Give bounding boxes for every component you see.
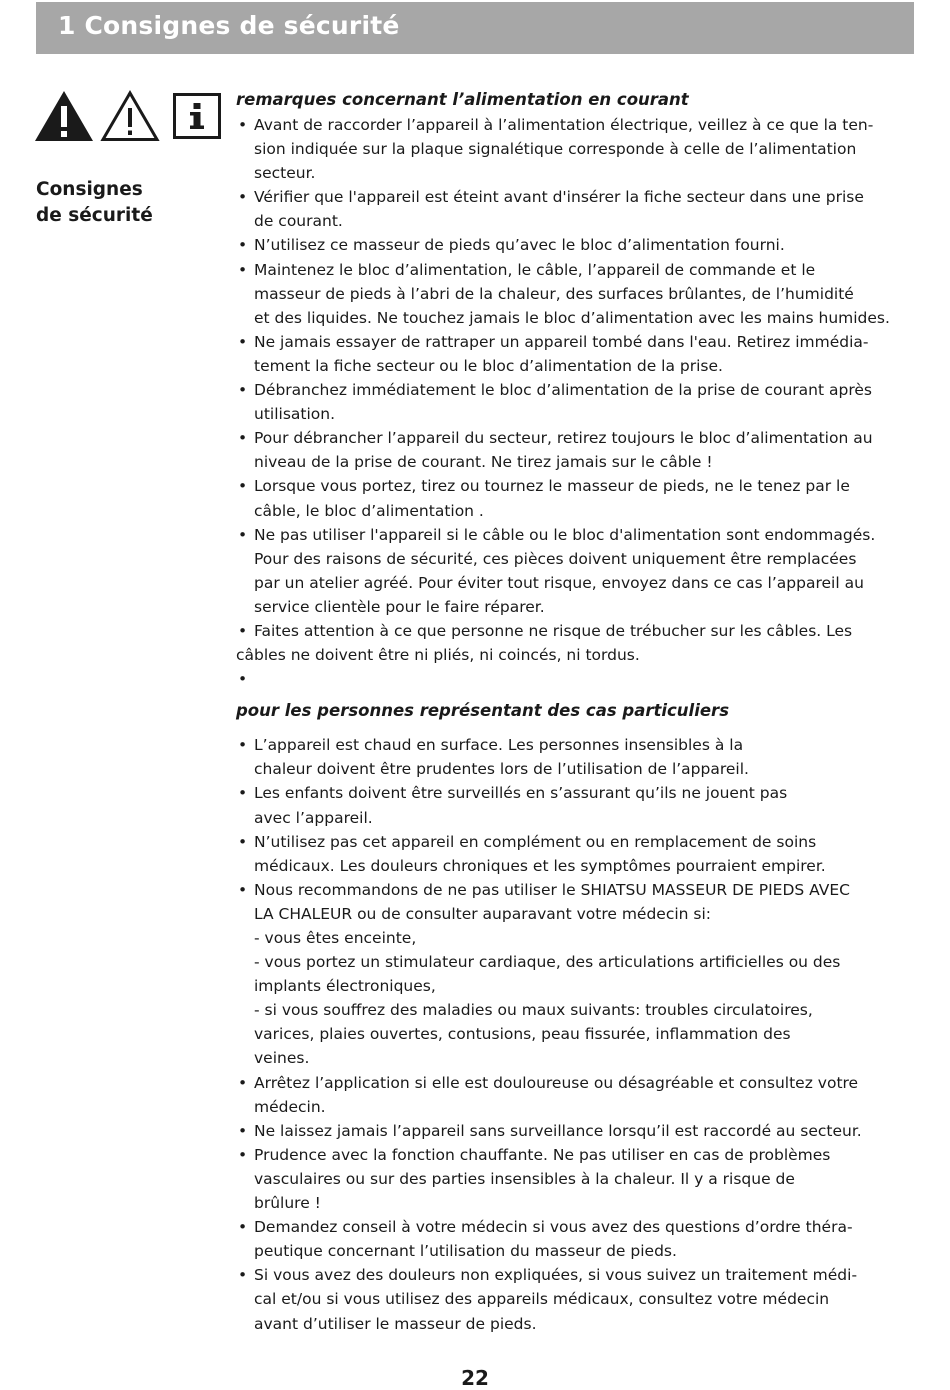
list-item-line: N’utilisez pas cet appareil en complément ou en remplacement de soins (254, 832, 817, 851)
section-title: 1 Consignes de sécurité (58, 11, 400, 40)
list-item (236, 185, 946, 233)
sidebar-label (36, 177, 153, 229)
bullet-marker: • (238, 832, 248, 851)
list-item-line: Demandez conseil à votre médecin si vous avez des questions d’ordre théra- (254, 1218, 853, 1237)
bullet-marker: • (238, 736, 248, 755)
list-item (236, 830, 946, 878)
list-item-line: Vérifier que l'appareil est éteint avant d'insérer la fiche secteur dans une prise (254, 188, 864, 207)
page-number: 22 (461, 1366, 489, 1390)
list-item-line: niveau de la prise de courant. Ne tirez jamais sur le câble ! (254, 453, 713, 472)
main-content (236, 86, 946, 1336)
list-item (236, 258, 946, 330)
bullet-marker: • (238, 621, 248, 640)
list-item-line: chaleur doivent être prudentes lors de l’utilisation de l’appareil. (254, 760, 749, 779)
list-item-line (254, 667, 946, 691)
bullet-marker: • (238, 332, 248, 351)
list-item-line: Débranchez immédiatement le bloc d’alimentation de la prise de courant après (254, 381, 872, 400)
bullet-marker: • (238, 429, 248, 448)
list-item-line: Nous recommandons de ne pas utiliser le SHIATSU MASSEUR DE PIEDS AVEC (254, 880, 851, 899)
bullet-marker: • (238, 1218, 248, 1237)
list-item-line: brûlure ! (254, 1194, 321, 1213)
list-item (236, 878, 946, 1071)
list-item (236, 233, 946, 257)
list-item (236, 426, 946, 474)
list-item-line: par un atelier agréé. Pour éviter tout risque, envoyez dans ce cas l’appareil au (254, 573, 864, 592)
list-item (236, 667, 946, 691)
list-item-line: Pour débrancher l’appareil du secteur, retirez toujours le bloc d’alimentation au (254, 429, 873, 448)
list-item (236, 523, 946, 619)
list-item-line: avec l’appareil. (254, 808, 373, 827)
list-item-line: Les enfants doivent être surveillés en s’assurant qu’ils ne jouent pas (254, 784, 788, 803)
list-item-line: - vous êtes enceinte, (254, 929, 417, 947)
list-item-line: varices, plaies ouvertes, contusions, peau fissurée, inflammation des (254, 1025, 791, 1044)
sidebar-label-line-2: de sécurité (36, 205, 153, 226)
list-item (236, 113, 946, 185)
power-safety-list (236, 113, 946, 691)
list-item-line: LA CHALEUR ou de consulter auparavant votre médecin si: (254, 904, 712, 923)
list-item-line: L’appareil est chaud en surface. Les personnes insensibles à la (254, 736, 744, 755)
list-item-line: implants électroniques, (254, 977, 436, 996)
bullet-marker: • (238, 1266, 248, 1285)
section-header-bar (36, 2, 914, 54)
list-item (236, 330, 946, 378)
list-item-line: Arrêtez l’application si elle est douloureuse ou désagréable et consultez votre (254, 1073, 859, 1092)
list-item-line: Lorsque vous portez, tirez ou tournez le masseur de pieds, ne le tenez par le (254, 477, 850, 496)
section-heading-special-cases: pour les personnes représentant des cas particuliers (236, 701, 730, 721)
list-item-line: sion indiquée sur la plaque signalétique corresponde à celle de l’alimentation (254, 140, 857, 159)
bullet-marker: • (238, 381, 248, 400)
list-item-line: Maintenez le bloc d’alimentation, le câble, l’appareil de commande et le (254, 260, 816, 279)
list-item-line: N’utilisez ce masseur de pieds qu’avec le bloc d’alimentation fourni. (254, 236, 785, 255)
information-icon (172, 90, 222, 142)
list-item-line: - si vous souffrez des maladies ou maux suivants: troubles circulatoires, (254, 1001, 813, 1020)
list-item-line: Pour des raisons de sécurité, ces pièces doivent uniquement être remplacées (254, 549, 857, 568)
list-item-line: Ne jamais essayer de rattraper un appareil tombé dans l'eau. Retirez immédia- (254, 332, 869, 351)
bullet-marker: • (238, 116, 248, 134)
bullet-marker: • (238, 260, 248, 279)
bullet-marker: • (238, 784, 248, 803)
list-item-line: vasculaires ou sur des parties insensibles à la chaleur. Il y a risque de (254, 1169, 795, 1188)
list-item (236, 781, 946, 829)
list-item-line: médicaux. Les douleurs chroniques et les symptômes pourraient empirer. (254, 856, 826, 875)
bullet-marker: • (238, 1145, 248, 1164)
list-item-line: Ne pas utiliser l'appareil si le câble ou le bloc d'alimentation sont endommagés. (254, 525, 876, 544)
sidebar-label-line-1: Consignes (36, 179, 143, 200)
list-item-line: service clientèle pour le faire réparer. (254, 597, 545, 616)
list-item (236, 378, 946, 426)
list-item-line: veines. (254, 1049, 310, 1068)
bullet-marker: • (238, 880, 248, 899)
list-item (236, 1263, 946, 1335)
list-item-line: secteur. (254, 164, 316, 183)
list-item-line: - vous portez un stimulateur cardiaque, des articulations artificielles ou des (254, 953, 841, 972)
list-item-line: médecin. (254, 1097, 326, 1116)
list-item-line: cal et/ou si vous utilisez des appareils médicaux, consultez votre médecin (254, 1290, 830, 1309)
list-item-line: tement la fiche secteur ou le bloc d’alimentation de la prise. (254, 356, 723, 375)
list-item (236, 619, 946, 667)
list-item (236, 1071, 946, 1119)
bullet-marker: • (238, 1121, 248, 1140)
list-item-line: câble, le bloc d’alimentation . (254, 501, 484, 520)
list-item-line: masseur de pieds à l’abri de la chaleur, des surfaces brûlantes, de l’humidité (254, 284, 854, 303)
list-item-line: utilisation. (254, 405, 336, 424)
list-item-line: Faites attention à ce que personne ne risque de trébucher sur les câbles. Les (254, 621, 853, 640)
bullet-marker: • (238, 1073, 248, 1092)
bullet-marker: • (238, 236, 248, 255)
section-heading-power: remarques concernant l’alimentation en courant (236, 90, 689, 109)
list-item (236, 474, 946, 522)
list-item-line: Si vous avez des douleurs non expliquées, si vous suivez un traitement médi- (254, 1266, 858, 1285)
list-item-line: câbles ne doivent être ni pliés, ni coincés, ni tordus. (236, 646, 640, 665)
bullet-marker: • (238, 670, 248, 689)
list-item (236, 1119, 946, 1143)
list-item-line: de courant. (254, 212, 343, 231)
list-item (236, 733, 946, 781)
list-item-line: peutique concernant l’utilisation du masseur de pieds. (254, 1242, 677, 1261)
list-item (236, 1215, 946, 1263)
bullet-marker: • (238, 477, 248, 496)
bullet-marker: • (238, 525, 248, 544)
list-item-line: avant d’utiliser le masseur de pieds. (254, 1314, 537, 1333)
caution-warning-icon (100, 90, 160, 142)
special-cases-list (236, 733, 946, 1335)
list-item (236, 1143, 946, 1215)
list-item-line: Avant de raccorder l’appareil à l’alimentation électrique, veillez à ce que la ten- (254, 116, 874, 134)
list-item-line: Ne laissez jamais l’appareil sans surveillance lorsqu’il est raccordé au secteur. (254, 1121, 862, 1140)
list-item-line: et des liquides. Ne touchez jamais le bloc d’alimentation avec les mains humides. (254, 308, 890, 327)
list-item-line: Prudence avec la fonction chauffante. Ne pas utiliser en cas de problèmes (254, 1145, 831, 1164)
bullet-marker: • (238, 188, 248, 207)
danger-warning-icon (34, 90, 94, 142)
